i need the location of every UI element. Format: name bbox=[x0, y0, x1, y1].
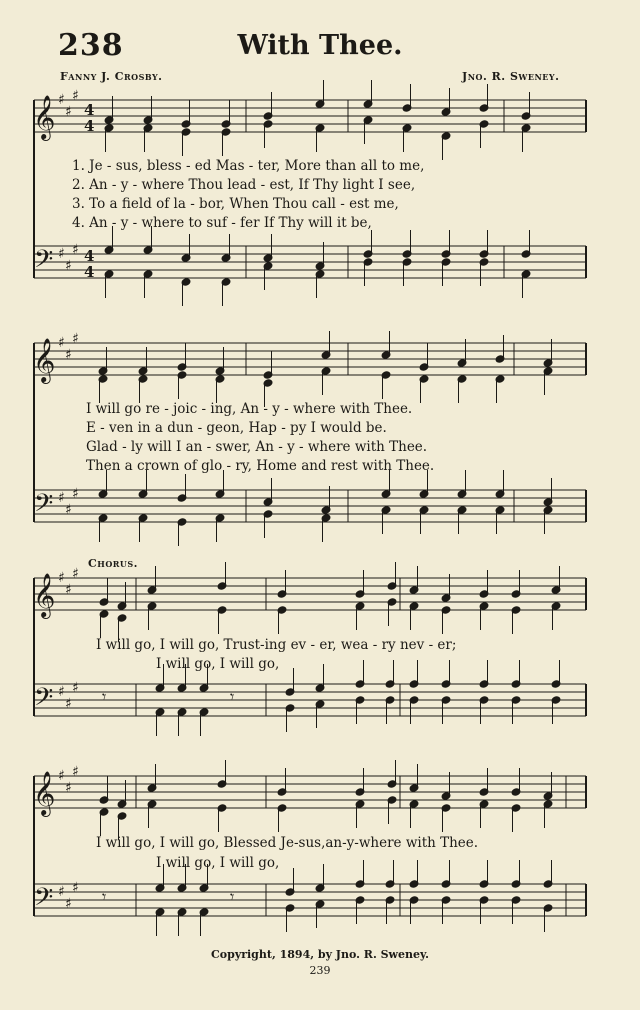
verse-3-line-1: 3. To a field of la - bor, When Thou call - est me, bbox=[72, 196, 399, 212]
sharp-icon: ♯ bbox=[72, 486, 79, 502]
page-number: 239 bbox=[309, 964, 331, 977]
sharp-icon: ♯ bbox=[58, 490, 65, 506]
sharp-icon: ♯ bbox=[72, 680, 79, 696]
bass-clef-icon: 𝄢 bbox=[34, 489, 54, 524]
rest-icon: 𝄾 bbox=[102, 887, 107, 906]
sharp-icon: ♯ bbox=[58, 884, 65, 900]
rest-icon: 𝄾 bbox=[230, 687, 235, 706]
treble-clef-icon: 𝄞 bbox=[33, 95, 56, 139]
sharp-icon: ♯ bbox=[58, 246, 65, 262]
rest-icon: 𝄾 bbox=[102, 687, 107, 706]
bass-clef-icon: 𝄢 bbox=[34, 683, 54, 718]
sharp-icon: ♯ bbox=[72, 566, 79, 582]
sharp-icon: ♯ bbox=[65, 502, 72, 518]
verse-4-line-2: Then a crown of glo - ry, Home and rest with Thee. bbox=[86, 458, 435, 474]
sharp-icon: ♯ bbox=[65, 780, 72, 796]
hymn-title: With Thee. bbox=[237, 30, 403, 61]
treble-clef-icon: 𝄞 bbox=[33, 573, 56, 617]
sharp-icon: ♯ bbox=[72, 88, 79, 104]
music-composer: Jno. R. Sweney. bbox=[462, 70, 560, 83]
sharp-icon: ♯ bbox=[72, 764, 79, 780]
verse-1-line-2: I will go re - joic - ing, An - y - where with Thee. bbox=[86, 401, 413, 417]
sharp-icon: ♯ bbox=[72, 242, 79, 258]
verse-2-line-2: E - ven in a dun - geon, Hap - py I would be. bbox=[86, 420, 387, 436]
verse-3-line-2: Glad - ly will I an - swer, An - y - where with Thee. bbox=[86, 439, 428, 455]
time-signature: 4 bbox=[84, 117, 95, 135]
time-signature: 4 bbox=[84, 101, 95, 119]
verse-2-line-1: 2. An - y - where Thou lead - est, If Thy light I see, bbox=[72, 177, 416, 193]
chorus-label: Chorus. bbox=[88, 557, 139, 570]
words-author: Fanny J. Crosby. bbox=[60, 70, 163, 83]
time-signature: 4 bbox=[84, 247, 95, 265]
sharp-icon: ♯ bbox=[58, 768, 65, 784]
sharp-icon: ♯ bbox=[65, 896, 72, 912]
chorus-line-1-bass: I will go, I will go, bbox=[156, 656, 280, 672]
sharp-icon: ♯ bbox=[65, 347, 72, 363]
chorus-line-2-bass: I will go, I will go, bbox=[156, 855, 280, 871]
chorus-line-1: I will go, I will go, Trust-ing ev - er, wea - ry nev - er; bbox=[96, 637, 457, 653]
sharp-icon: ♯ bbox=[72, 331, 79, 347]
treble-clef-icon: 𝄞 bbox=[33, 771, 56, 815]
verse-1-line-1: 1. Je - sus, bless - ed Mas - ter, More than all to me, bbox=[72, 158, 425, 174]
sharp-icon: ♯ bbox=[65, 258, 72, 274]
treble-clef-icon: 𝄞 bbox=[33, 338, 56, 382]
sharp-icon: ♯ bbox=[65, 104, 72, 120]
copyright-notice: Copyright, 1894, by Jno. R. Sweney. bbox=[211, 948, 429, 961]
time-signature: 4 bbox=[84, 263, 95, 281]
sharp-icon: ♯ bbox=[72, 880, 79, 896]
sharp-icon: ♯ bbox=[65, 696, 72, 712]
chorus-line-2: I will go, I will go, Blessed Je-sus,an-y-where with Thee. bbox=[96, 835, 479, 851]
sharp-icon: ♯ bbox=[58, 92, 65, 108]
bass-clef-icon: 𝄢 bbox=[34, 883, 54, 918]
rest-icon: 𝄾 bbox=[230, 887, 235, 906]
verse-4-line-1: 4. An - y - where to suf - fer If Thy will it be, bbox=[72, 215, 372, 231]
sharp-icon: ♯ bbox=[58, 335, 65, 351]
sharp-icon: ♯ bbox=[58, 570, 65, 586]
bass-clef-icon: 𝄢 bbox=[34, 245, 54, 280]
hymn-number: 238 bbox=[58, 28, 124, 63]
sharp-icon: ♯ bbox=[65, 582, 72, 598]
sharp-icon: ♯ bbox=[58, 684, 65, 700]
